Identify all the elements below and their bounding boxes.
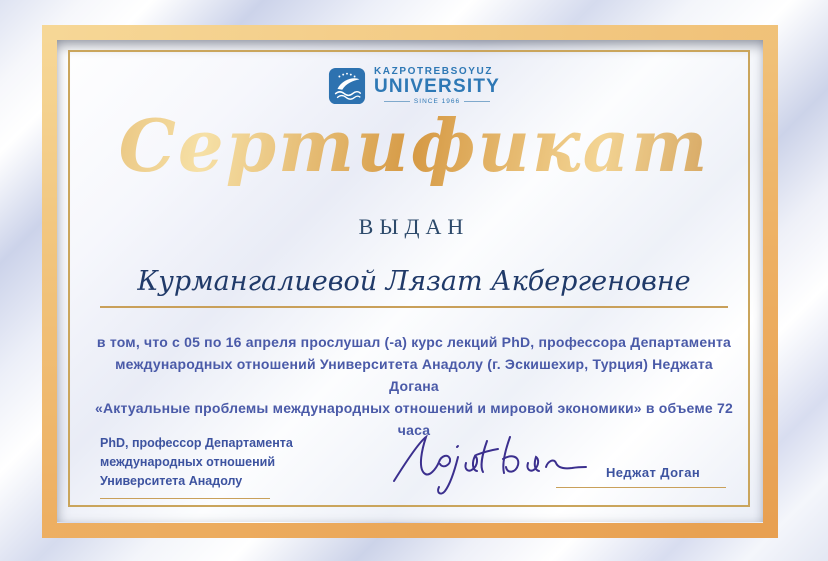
signer-title-line-2: международных отношений	[100, 455, 276, 469]
signer-title-underline	[100, 498, 270, 499]
signer-title-line-3: Университета Анадолу	[100, 474, 243, 488]
issued-label: ВЫДАН	[358, 214, 470, 239]
body-line-3-prefix: «Актуальные проблемы международных отношений и мировой экономики» в объеме	[95, 400, 717, 416]
nejat-dogan-signature-icon	[388, 429, 588, 499]
logo-org-top: KAZPOTREBSOYUZ	[373, 66, 494, 77]
signer-name-underline	[556, 487, 726, 488]
body-line-3-suffix: часа	[397, 422, 431, 438]
body-line-2: международных отношений Университета Анадолу (г. Эскишехир, Турция) Неджата Догана	[115, 356, 713, 394]
logo-org-main: UNIVERSITY	[373, 76, 501, 97]
certificate-title: Сертификат	[0, 98, 828, 194]
course-hours: 72	[716, 400, 733, 416]
certificate-body	[89, 331, 739, 441]
recipient-name-line	[100, 266, 728, 308]
body-line-1: в том, что с 05 по 16 апреля прослушал (-а) курс лекций PhD, профессора Департамента	[96, 334, 732, 350]
signer-title-line-1: PhD, профессор Департамента	[100, 436, 293, 450]
signer-title-block	[100, 434, 293, 499]
recipient-name: Курмангалиевой Лязат Акбергеновне	[137, 266, 691, 297]
signer-name: Неджат Доган	[606, 465, 701, 480]
